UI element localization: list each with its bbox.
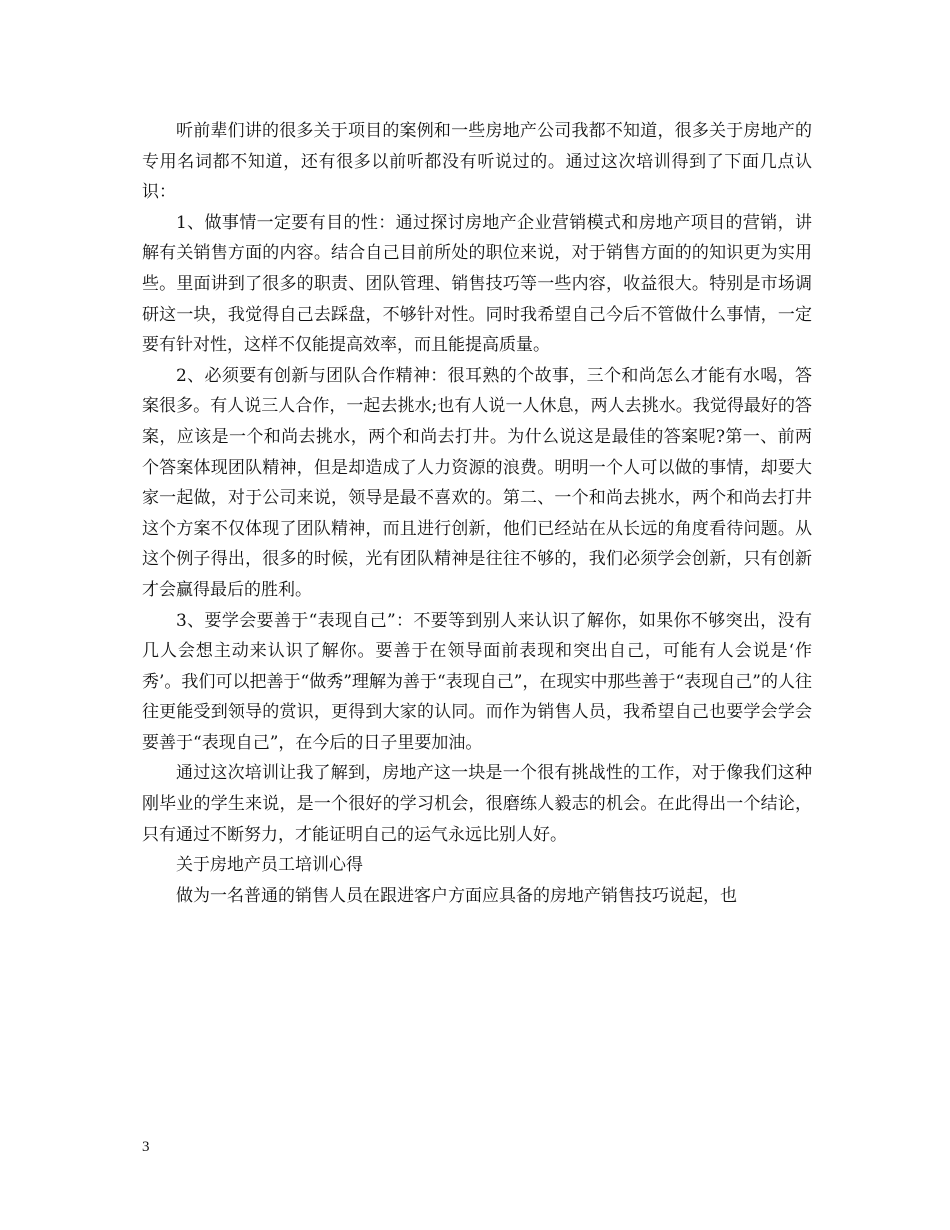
paragraph-continuation: 做为一名普通的销售人员在跟进客户方面应具备的房地产销售技巧说起，也	[176, 885, 737, 906]
page-number: 3	[142, 1139, 150, 1155]
paragraph-point-3: 3、要学会要善于“表现自己”：不要等到别人来认识了解你，如果你不够突出，没有几人会想主动来认识了解你。要善于在领导面前表现和突出自己，可能有人会说是‘作秀’。我们可以把善于“做秀”理解为善于“表现自己”，在现实中那些善于“表现自己”的人往往更能受到领导的赏识，更得到大家的认同。而作为销售人员，我希望自己也要学会学会要善于“表现自己”，在今后的日子里要加油。	[142, 610, 812, 753]
paragraph-conclusion: 通过这次培训让我了解到，房地产这一块是一个很有挑战性的工作，对于像我们这种刚毕业的学生来说，是一个很好的学习机会，很磨练人毅志的机会。在此得出一个结论，只有通过不断努力，才能证明自己的运气永远比别人好。	[142, 763, 812, 845]
section-heading: 关于房地产员工培训心得	[176, 855, 363, 876]
paragraph-intro: 听前辈们讲的很多关于项目的案例和一些房地产公司我都不知道，很多关于房地产的专用名词都不知道，还有很多以前听都没有听说过的。通过这次培训得到了下面几点认识：	[142, 121, 812, 203]
paragraph-point-2: 2、必须要有创新与团队合作精神：很耳熟的个故事，三个和尚怎么才能有水喝，答案很多。有人说三人合作，一起去挑水;也有人说一人休息，两人去挑水。我觉得最好的答案，应该是一个和尚去挑水，两个和尚去打井。为什么说这是最佳的答案呢?第一、前两个答案体现团队精神，但是却造成了人力资源的浪费。明明一个人可以做的事情，却要大家一起做，对于公司来说，领导是最不喜欢的。第二、一个和尚去挑水，两个和尚去打井这个方案不仅体现了团队精神，而且进行创新，他们已经站在从长远的角度看待问题。从这个例子得出，很多的时候，光有团队精神是往往不够的，我们必须学会创新，只有创新才会赢得最后的胜利。	[142, 365, 812, 600]
document-body	[142, 116, 812, 911]
paragraph-point-1: 1、做事情一定要有目的性：通过探讨房地产企业营销模式和房地产项目的营销，讲解有关销售方面的内容。结合自己目前所处的职位来说，对于销售方面的的知识更为实用些。里面讲到了很多的职责、团队管理、销售技巧等一些内容，收益很大。特别是市场调研这一块，我觉得自己去踩盘，不够针对性。同时我希望自己今后不管做什么事情，一定要有针对性，这样不仅能提高效率，而且能提高质量。	[142, 212, 812, 356]
